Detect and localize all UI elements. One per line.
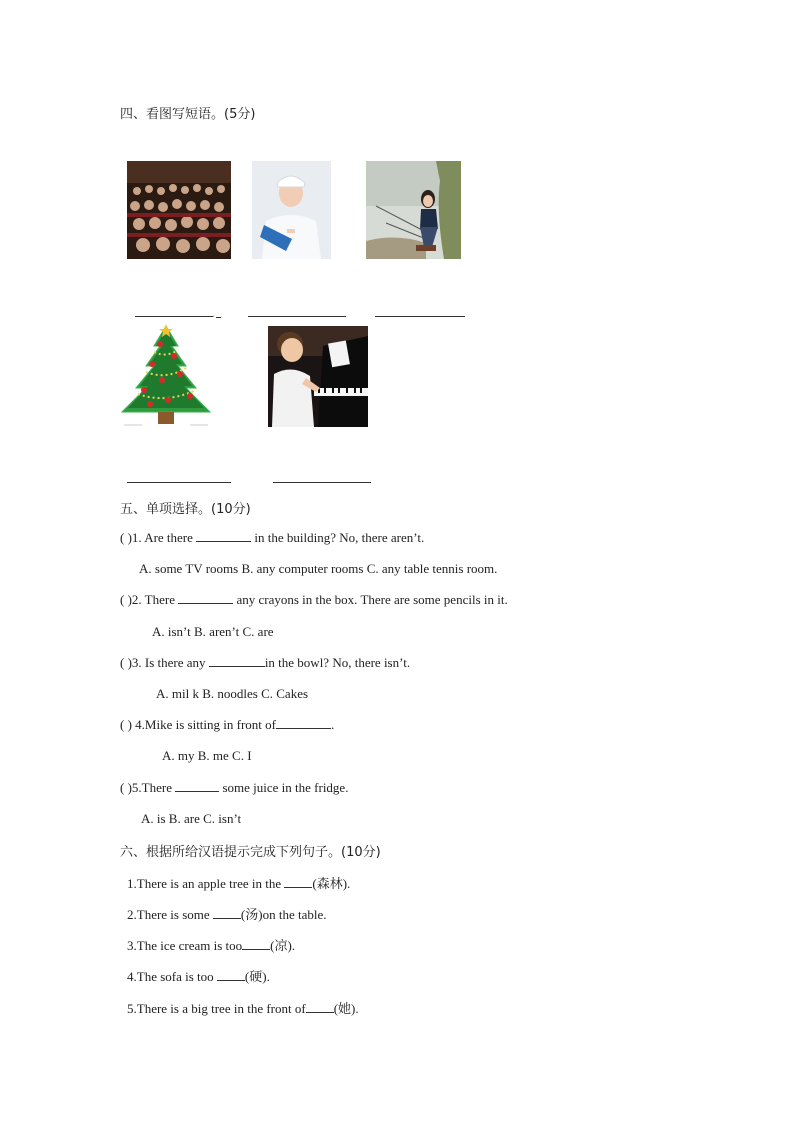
s1-text-post: (森林).: [312, 876, 351, 891]
sentence-3: [127, 935, 295, 954]
answer-blank-1-tail: [216, 317, 221, 318]
q1-text-post: in the building? No, there aren’t.: [251, 530, 425, 545]
fishing-woman-photo: [366, 161, 461, 259]
answer-blank-4[interactable]: [127, 482, 231, 483]
sentence-4: [127, 966, 270, 985]
section5-title: 五、单项选择。(10分): [120, 502, 251, 517]
answer-blank-3[interactable]: [375, 316, 465, 317]
q3-text-pre: ( )3. Is there any: [120, 655, 209, 670]
sentence-2: [127, 904, 326, 923]
q2-options: A. isn’t B. aren’t C. are: [152, 624, 274, 639]
q3-options: A. mil k B. noodles C. Cakes: [156, 686, 309, 701]
q5-options: A. is B. are C. isn’t: [141, 811, 242, 826]
s2-blank[interactable]: [213, 907, 241, 919]
s4-text-pre: 4.The sofa is too: [127, 969, 217, 984]
q3-text-post: in the bowl? No, there isn’t.: [264, 655, 411, 670]
s1-blank[interactable]: [284, 876, 312, 888]
q1-blank[interactable]: [196, 530, 251, 542]
s5-blank[interactable]: [306, 1001, 334, 1013]
s4-blank[interactable]: [217, 969, 245, 981]
q4-text-post: .: [331, 717, 335, 732]
s4-text-post: (硬).: [244, 969, 270, 984]
q3-blank[interactable]: [209, 655, 265, 667]
answer-blank-2[interactable]: [248, 316, 346, 317]
sentence-1: [127, 873, 350, 892]
christmas-tree-image: [120, 324, 212, 428]
nurse-photo: [252, 161, 331, 259]
question-3: [120, 655, 410, 671]
s3-text-post: (凉).: [270, 938, 296, 953]
section4-title: 四、看图写短语。(5分): [120, 107, 256, 122]
q4-text-pre: ( ) 4.Mike is sitting in front of: [120, 717, 276, 732]
s3-blank[interactable]: [242, 938, 270, 950]
boy-piano-photo: [268, 326, 368, 427]
sentence-5: [127, 998, 359, 1017]
q5-text-post: some juice in the fridge.: [219, 780, 349, 795]
answer-blank-1[interactable]: [135, 316, 213, 317]
s3-text-pre: 3.The ice cream is too: [127, 938, 243, 953]
s2-text-pre: 2.There is some: [127, 907, 213, 922]
q2-text-pre: ( )2. There: [120, 592, 179, 607]
question-5: [120, 780, 348, 796]
section6-title: 六、根据所给汉语提示完成下列句子。(10分): [120, 845, 381, 860]
cinema-audience-photo: [127, 161, 231, 259]
q5-text-pre: ( )5.There: [120, 780, 176, 795]
s2-text-post: (汤)on the table.: [240, 907, 327, 922]
question-2: [120, 592, 508, 608]
s1-text-pre: 1.There is an apple tree in the: [127, 876, 285, 891]
q5-blank[interactable]: [175, 780, 219, 792]
question-1: [120, 530, 424, 546]
q1-options: A. some TV rooms B. any computer rooms C. any table tennis room.: [139, 561, 498, 576]
q4-options: A. my B. me C. I: [162, 748, 252, 763]
q1-text-pre: ( )1. Are there: [120, 530, 197, 545]
q2-text-post: any crayons in the box. There are some pencils in it.: [233, 592, 508, 607]
s5-text-post: (她).: [333, 1001, 359, 1016]
q2-blank[interactable]: [178, 592, 233, 604]
answer-blank-5[interactable]: [273, 482, 371, 483]
blank-mark: .: [212, 306, 215, 320]
q4-blank[interactable]: [276, 717, 331, 729]
s5-text-pre: 5.There is a big tree in the front of: [127, 1001, 306, 1016]
question-4: [120, 717, 334, 733]
